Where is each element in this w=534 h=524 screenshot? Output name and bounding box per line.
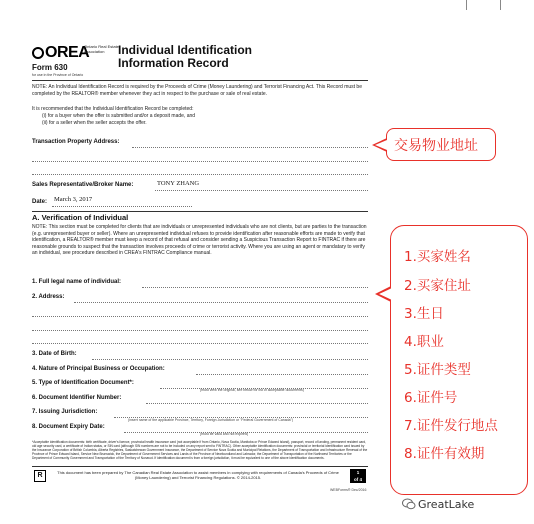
doc-number-label: 6. Document Identifier Number: <box>32 395 122 401</box>
address-line-3[interactable] <box>32 329 368 331</box>
doc-number-line[interactable] <box>146 402 368 404</box>
watermark-text: GreatLake <box>418 498 475 511</box>
jurisdiction-hint: (insert name of the applicable Province, Territory, Foreign Jurisdiction or "Federal Government of Canada") <box>128 418 293 422</box>
address-callout-text: 交易物业地址 <box>394 138 478 154</box>
sales-rep-label: Sales Representative/Broker Name: <box>32 182 134 188</box>
form-title: Individual Identification Information Record <box>118 43 253 70</box>
transaction-address-line[interactable] <box>132 146 368 148</box>
dob-label: 3. Date of Birth: <box>32 351 77 357</box>
crop-mark <box>466 0 467 10</box>
logo-mark: OREA <box>32 44 89 61</box>
occupation-line[interactable] <box>196 373 368 375</box>
date-label: Date: <box>32 199 48 205</box>
intro-item-seller: (ii) for a seller when the seller accepts the offer. <box>42 120 147 126</box>
footnote: *Acceptable identification documents: birth certificate, driver's licence, provincial health insurance card (not acceptable if from Ontario, Nova Scotia, Manitoba or Prince Edward Island), passport, record of landing, permanent resident card, old age security card, a certificate of Indian status, or SIN card (although SIN numbers are not to be included on any report sent to FINTRAC). Other acceptable identification documents: provincial or territorial identification card issued by the Insurance Corporation of British Columbia, Alberta Registries, Saskatchewan Government Insurance, the Department of Service Nova Scotia and Municipal Relations, the Department of Transportation and Infrastructure Renewal of the Province of Prince Edward Island, Service New Brunswick, the Department of Government Services and Lands of the Province of Newfoundland and Labrador, the Department of Transportation of the Northwest Territories or the Department of Community Government and Transportation of the Territory of Nunavut. If identification document is from a foreign jurisdiction, it must be equivalent to one of the above identification documents. <box>32 440 368 460</box>
transaction-address-line-3[interactable] <box>32 173 368 175</box>
address-line-2[interactable] <box>32 315 368 317</box>
header-divider <box>32 80 368 81</box>
expiry-hint: (must be valid and not expired) <box>200 432 249 436</box>
date-line[interactable] <box>52 205 192 207</box>
webforms-label: WEBForms® Dec/2016 <box>330 488 367 492</box>
address-callout-pointer-inner <box>375 140 387 150</box>
callout-item-id-type: 5.证件类型 <box>404 362 471 378</box>
footer-text: This document has been prepared by The Canadian Real Estate Association to assist members in complying with requirements of Canada's Proceeds of Crime (Money Laundering) and Terrorist Financing Regulations. © 2014-2015. <box>57 470 339 480</box>
transaction-address-line-2[interactable] <box>32 160 368 162</box>
callout-item-address: 2.买家住址 <box>404 278 471 294</box>
sales-rep-value: TONY ZHANG <box>157 180 200 187</box>
page-indicator <box>350 469 366 483</box>
expiry-label: 8. Document Expiry Date: <box>32 424 105 430</box>
callout-item-occupation: 4.职业 <box>404 334 444 350</box>
transaction-address-label: Transaction Property Address: <box>32 139 120 145</box>
logo-subtitle: Ontario Real Estate Association <box>84 44 119 54</box>
date-value: March 3, 2017 <box>54 196 93 203</box>
realtor-logo: R <box>34 470 46 482</box>
id-type-hint: (must view the original, see below for list of acceptable documents) <box>200 388 304 392</box>
address-line[interactable] <box>74 301 368 303</box>
section-a-title: A. Verification of Individual <box>32 213 129 222</box>
form-number: Form 630 <box>32 63 68 72</box>
callout-item-issuer: 7.证件发行地点 <box>404 418 498 434</box>
full-name-line[interactable] <box>142 286 368 288</box>
intro-note: NOTE: An Individual Identification Record is required by the Proceeds of Crime (Money Laundering) and Terrorist Financing Act. This Record must be completed by the REALTOR® member whenever they act in respect to the purchase or sale of real estate. <box>32 84 362 97</box>
intro-item-buyer: (i) for a buyer when the offer is submitted and/or a deposit made, and <box>42 113 196 119</box>
intro-recommend: It is recommended that the Individual Identification Record be completed: <box>32 106 194 112</box>
callout-item-id-number: 6.证件号 <box>404 390 458 406</box>
wechat-icon <box>402 497 416 511</box>
callout-item-expiry: 8.证件有效期 <box>404 446 485 462</box>
full-name-label: 1. Full legal name of individual: <box>32 279 122 285</box>
page-total: of 4 <box>353 477 362 482</box>
section-divider <box>32 211 368 212</box>
dob-line[interactable] <box>92 358 368 360</box>
section-a-note: NOTE: This section must be completed for clients that are individuals or unrepresented individuals who are not clients, but are parties to the transaction (e.g. unrepresented buyer or seller). Where an unrepresented individual refuses to provide identification after reasonable efforts are made to verify that identification, a REALTOR® member must keep a record of that refusal and consider sending a Suspicious Transaction Report to FINTRAC if there are reasonable grounds to suspect that the transaction involves proceeds of crime or terrorist activity. Where you are using an agent or mandatary to verify an individual, see procedure described in CREA's FINTRAC Compliance manual. <box>32 224 367 256</box>
id-type-label: 5. Type of Identification Document*: <box>32 380 134 386</box>
callout-item-name: 1.买家姓名 <box>404 249 471 265</box>
address-label: 2. Address: <box>32 294 65 300</box>
occupation-label: 4. Nature of Principal Business or Occupation: <box>32 366 165 372</box>
callout-item-birthday: 3.生日 <box>404 306 444 322</box>
page-number: 1 <box>356 470 360 475</box>
orea-logo <box>32 44 119 62</box>
sales-rep-line[interactable] <box>155 189 368 191</box>
form-province: for use in the Province of Ontario <box>32 73 84 77</box>
crop-mark <box>500 0 501 10</box>
jurisdiction-label: 7. Issuing Jurisdiction: <box>32 409 98 415</box>
fields-callout-pointer-inner <box>379 288 392 300</box>
address-line-4[interactable] <box>32 342 368 344</box>
